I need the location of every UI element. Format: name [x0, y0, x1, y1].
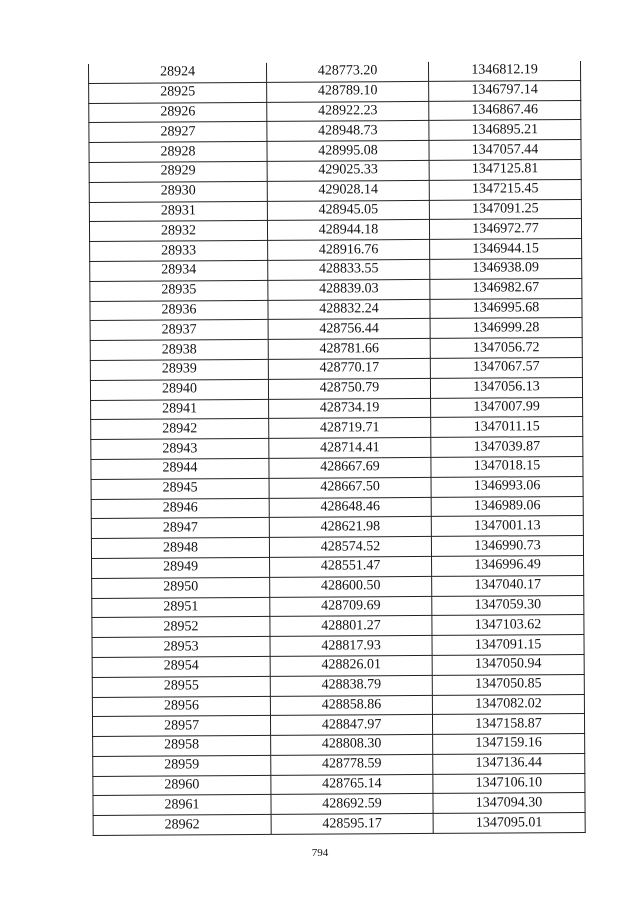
y-coordinate-cell: 1347091.15: [432, 635, 584, 656]
point-id-cell: 28931: [89, 201, 267, 222]
point-id-cell: 28957: [92, 716, 270, 737]
x-coordinate-cell: 428817.93: [270, 636, 432, 657]
y-coordinate-cell: 1347095.01: [433, 813, 585, 834]
point-id-cell: 28960: [93, 775, 271, 796]
page-number: 794: [311, 847, 329, 859]
y-coordinate-cell: 1347050.94: [432, 654, 584, 675]
x-coordinate-cell: 428667.69: [269, 457, 431, 478]
y-coordinate-cell: 1347007.99: [431, 397, 583, 418]
y-coordinate-cell: 1347215.45: [429, 179, 581, 200]
y-coordinate-cell: 1347001.13: [431, 516, 583, 537]
x-coordinate-cell: 428839.03: [268, 279, 430, 300]
y-coordinate-cell: 1347094.30: [433, 793, 585, 814]
point-id-cell: 28949: [92, 557, 270, 578]
y-coordinate-cell: 1346989.06: [431, 496, 583, 517]
y-coordinate-cell: 1347125.81: [429, 159, 581, 180]
point-id-cell: 28937: [90, 320, 268, 341]
x-coordinate-cell: 428808.30: [271, 735, 433, 756]
point-id-cell: 28935: [90, 280, 268, 301]
y-coordinate-cell: 1347039.87: [431, 437, 583, 458]
x-coordinate-cell: 428667.50: [269, 477, 431, 498]
point-id-cell: 28959: [93, 755, 271, 776]
point-id-cell: 28947: [91, 518, 269, 539]
x-coordinate-cell: 428734.19: [269, 398, 431, 419]
x-coordinate-cell: 428832.24: [268, 299, 430, 320]
y-coordinate-cell: 1347091.25: [429, 199, 581, 220]
point-id-cell: 28936: [90, 300, 268, 321]
x-coordinate-cell: 429028.14: [267, 180, 429, 201]
table-row: [93, 813, 585, 836]
point-id-cell: 28953: [92, 637, 270, 658]
x-coordinate-cell: 428600.50: [270, 576, 432, 597]
x-coordinate-cell: 429025.33: [267, 160, 429, 181]
x-coordinate-cell: 428995.08: [267, 141, 429, 162]
x-coordinate-cell: 428714.41: [269, 438, 431, 459]
x-coordinate-cell: 428709.69: [270, 596, 432, 617]
coordinate-table: [88, 61, 586, 836]
y-coordinate-cell: 1346990.73: [431, 536, 583, 557]
y-coordinate-cell: 1347011.15: [431, 417, 583, 438]
point-id-cell: 28939: [90, 359, 268, 380]
point-id-cell: 28945: [91, 478, 269, 499]
point-id-cell: 28961: [93, 795, 271, 816]
y-coordinate-cell: 1347057.44: [429, 140, 581, 161]
y-coordinate-cell: 1346895.21: [429, 120, 581, 141]
point-id-cell: 28944: [91, 458, 269, 479]
y-coordinate-cell: 1347018.15: [431, 456, 583, 477]
point-id-cell: 28932: [89, 221, 267, 242]
y-coordinate-cell: 1347158.87: [432, 714, 584, 735]
point-id-cell: 28951: [92, 597, 270, 618]
x-coordinate-cell: 428838.79: [270, 675, 432, 696]
x-coordinate-cell: 428621.98: [269, 517, 431, 538]
x-coordinate-cell: 428944.18: [267, 220, 429, 241]
y-coordinate-cell: 1346938.09: [430, 258, 582, 279]
y-coordinate-cell: 1346867.46: [429, 100, 581, 121]
point-id-cell: 28925: [89, 82, 267, 103]
x-coordinate-cell: 428916.76: [268, 240, 430, 261]
x-coordinate-cell: 428789.10: [267, 81, 429, 102]
y-coordinate-cell: 1347103.62: [432, 615, 584, 636]
y-coordinate-cell: 1346995.68: [430, 298, 582, 319]
coordinate-table-wrapper: [88, 61, 585, 836]
point-id-cell: 28941: [91, 399, 269, 420]
x-coordinate-cell: 428847.97: [270, 715, 432, 736]
point-id-cell: 28928: [89, 142, 267, 163]
x-coordinate-cell: 428770.17: [268, 358, 430, 379]
y-coordinate-cell: 1347059.30: [432, 595, 584, 616]
point-id-cell: 28942: [91, 419, 269, 440]
x-coordinate-cell: 428922.23: [267, 101, 429, 122]
y-coordinate-cell: 1347136.44: [433, 753, 585, 774]
y-coordinate-cell: 1346812.19: [428, 61, 580, 81]
x-coordinate-cell: 428765.14: [271, 774, 433, 795]
y-coordinate-cell: 1347106.10: [433, 773, 585, 794]
y-coordinate-cell: 1346982.67: [430, 278, 582, 299]
y-coordinate-cell: 1346797.14: [429, 80, 581, 101]
x-coordinate-cell: 428801.27: [270, 616, 432, 637]
x-coordinate-cell: 428551.47: [270, 556, 432, 577]
x-coordinate-cell: 428750.79: [268, 378, 430, 399]
point-id-cell: 28956: [92, 696, 270, 717]
point-id-cell: 28940: [90, 379, 268, 400]
point-id-cell: 28930: [89, 181, 267, 202]
point-id-cell: 28948: [91, 538, 269, 559]
x-coordinate-cell: 428692.59: [271, 794, 433, 815]
point-id-cell: 28924: [88, 63, 266, 83]
x-coordinate-cell: 428773.20: [266, 62, 428, 82]
y-coordinate-cell: 1347040.17: [432, 575, 584, 596]
x-coordinate-cell: 428833.55: [268, 259, 430, 280]
point-id-cell: 28938: [90, 340, 268, 361]
x-coordinate-cell: 428719.71: [269, 418, 431, 439]
y-coordinate-cell: 1347159.16: [433, 734, 585, 755]
y-coordinate-cell: 1347082.02: [432, 694, 584, 715]
y-coordinate-cell: 1347050.85: [432, 674, 584, 695]
x-coordinate-cell: 428756.44: [268, 319, 430, 340]
x-coordinate-cell: 428858.86: [270, 695, 432, 716]
y-coordinate-cell: 1347056.72: [430, 338, 582, 359]
point-id-cell: 28958: [93, 735, 271, 756]
coordinate-table-body: [88, 61, 585, 836]
point-id-cell: 28950: [92, 577, 270, 598]
x-coordinate-cell: 428945.05: [267, 200, 429, 221]
point-id-cell: 28962: [93, 815, 271, 836]
point-id-cell: 28929: [89, 161, 267, 182]
x-coordinate-cell: 428778.59: [271, 754, 433, 775]
point-id-cell: 28926: [89, 102, 267, 123]
x-coordinate-cell: 428595.17: [271, 814, 433, 835]
x-coordinate-cell: 428948.73: [267, 121, 429, 142]
point-id-cell: 28927: [89, 122, 267, 143]
y-coordinate-cell: 1346996.49: [432, 555, 584, 576]
y-coordinate-cell: 1346993.06: [431, 476, 583, 497]
point-id-cell: 28934: [90, 260, 268, 281]
point-id-cell: 28954: [92, 656, 270, 677]
y-coordinate-cell: 1346944.15: [430, 239, 582, 260]
y-coordinate-cell: 1347067.57: [430, 357, 582, 378]
x-coordinate-cell: 428781.66: [268, 339, 430, 360]
x-coordinate-cell: 428648.46: [269, 497, 431, 518]
y-coordinate-cell: 1347056.13: [430, 377, 582, 398]
y-coordinate-cell: 1346972.77: [429, 219, 581, 240]
point-id-cell: 28933: [90, 241, 268, 262]
point-id-cell: 28943: [91, 439, 269, 460]
y-coordinate-cell: 1346999.28: [430, 318, 582, 339]
x-coordinate-cell: 428574.52: [269, 537, 431, 558]
x-coordinate-cell: 428826.01: [270, 655, 432, 676]
point-id-cell: 28952: [92, 617, 270, 638]
point-id-cell: 28946: [91, 498, 269, 519]
point-id-cell: 28955: [92, 676, 270, 697]
